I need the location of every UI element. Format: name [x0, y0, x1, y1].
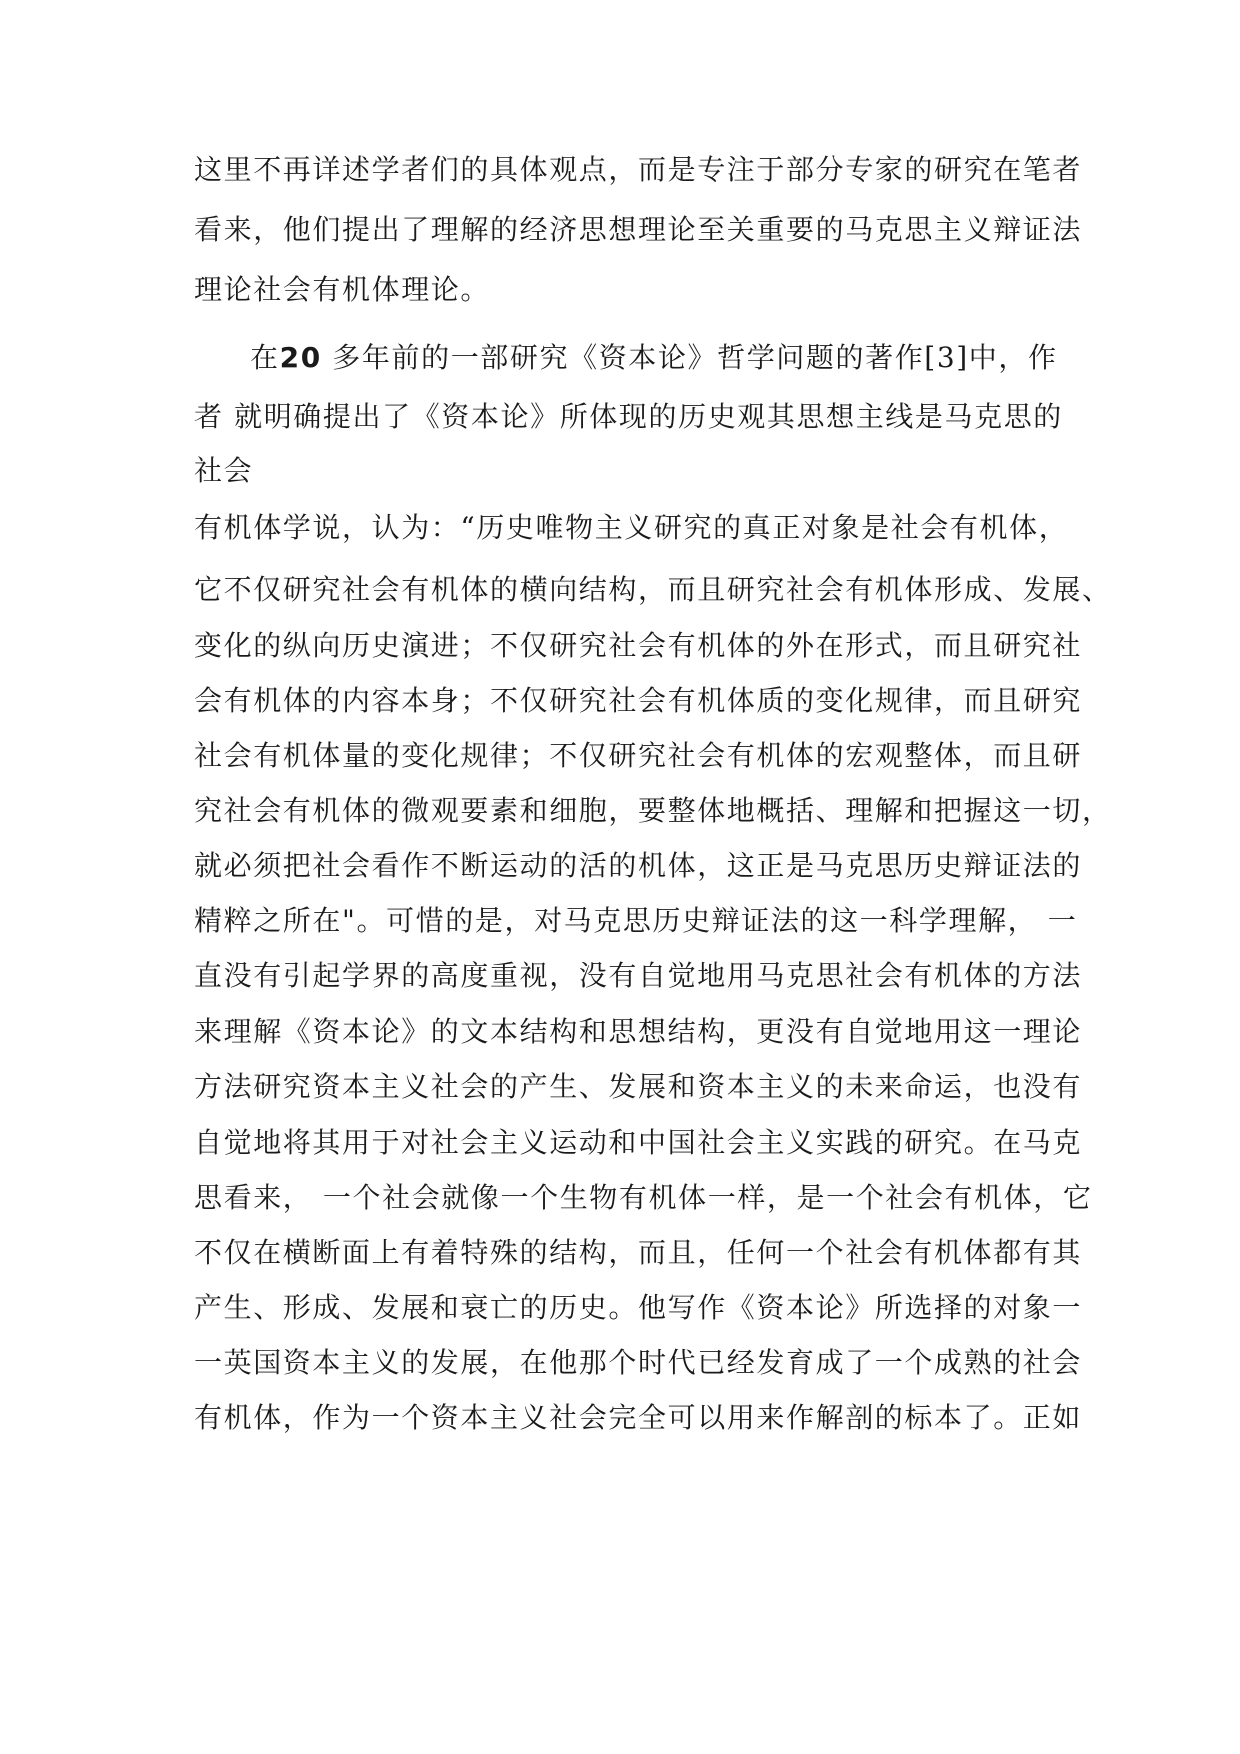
text-line: 社会有机体量的变化规律；不仅研究社会有机体的宏观整体，而且研	[194, 739, 1083, 772]
text-line: 自觉地将其用于对社会主义运动和中国社会主义实践的研究。在马克	[194, 1126, 1083, 1159]
paragraph-lead-char: 在	[250, 341, 280, 374]
text-line: 产生、形成、发展和衰亡的历史。他写作《资本论》所选择的对象一	[194, 1291, 1083, 1324]
text-line: 它不仅研究社会有机体的横向结构，而且研究社会有机体形成、发展、	[194, 573, 1112, 606]
text-line: 精粹之所在"。可惜的是，对马克思历史辩证法的这一科学理解， 一	[194, 904, 1078, 937]
text-line: 方法研究资本主义社会的产生、发展和资本主义的未来命运，也没有	[194, 1070, 1083, 1103]
text-line: 会有机体的内容本身；不仅研究社会有机体质的变化规律，而且研究	[194, 684, 1083, 717]
text-line-segment: 多年前的一部研究《资本论》哲学问题的著作[3]中，作	[332, 341, 1058, 374]
paragraph-first-line	[250, 340, 1058, 376]
text-line: 一英国资本主义的发展，在他那个时代已经发育成了一个成熟的社会	[194, 1346, 1083, 1379]
text-line: 看来，他们提出了理解的经济思想理论至关重要的马克思主义辩证法	[194, 213, 1083, 246]
text-line: 变化的纵向历史演进；不仅研究社会有机体的外在形式，而且研究社	[194, 629, 1083, 662]
text-line: 者 就明确提出了《资本论》所体现的历史观其思想主线是马克思的	[194, 400, 1063, 433]
reference-years-number: 20	[279, 341, 322, 374]
text-line: 有机体学说，认为：“历史唯物主义研究的真正对象是社会有机体，	[194, 511, 1069, 544]
text-line: 思看来， 一个社会就像一个生物有机体一样，是一个社会有机体，它	[194, 1181, 1093, 1214]
text-line: 有机体，作为一个资本主义社会完全可以用来作解剖的标本了。正如	[194, 1401, 1083, 1434]
text-line: 社会	[194, 454, 254, 487]
text-line: 就必须把社会看作不断运动的活的机体，这正是马克思历史辩证法的	[194, 849, 1083, 882]
text-line: 来理解《资本论》的文本结构和思想结构，更没有自觉地用这一理论	[194, 1015, 1083, 1048]
text-line: 理论社会有机体理论。	[194, 273, 491, 306]
text-line: 直没有引起学界的高度重视，没有自觉地用马克思社会有机体的方法	[194, 959, 1083, 992]
text-line: 不仅在横断面上有着特殊的结构，而且，任何一个社会有机体都有其	[194, 1236, 1083, 1269]
text-line: 这里不再详述学者们的具体观点，而是专注于部分专家的研究在笔者	[194, 153, 1083, 186]
text-line: 究社会有机体的微观要素和细胞，要整体地概括、理解和把握这一切，	[194, 794, 1112, 827]
